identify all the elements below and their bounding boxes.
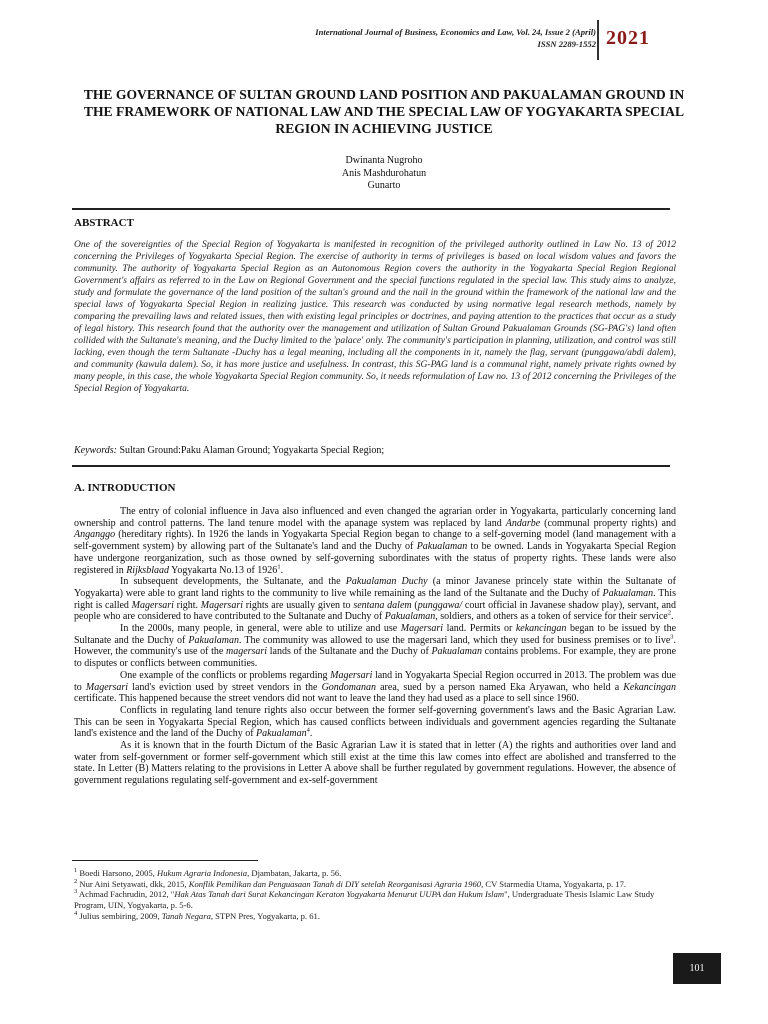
section-divider	[72, 465, 670, 467]
footnotes	[74, 868, 676, 922]
paragraph: The entry of colonial influence in Java also influenced and even changed the agrarian order in Yogyakarta, particularly concerning land ownership and control patterns. The land tenure model with the apanage system was replaced by land Andarbe (communal property rights) and Anganggo (hereditary rights). In 1926 the lands in Yogyakarta Special Region began to change to a self-governing model (land management with a self-government system) by allowing part of the Sultanate's land and the Duchy of Pakualaman to be owned. Lands in Yogyakarta Special Region have undergone reorganization, such as those owned by self-governing subordinates with the status of property rights. These lands were also registered in Rijksblaad Yogyakarta No.13 of 1926$^1$.	[74, 506, 676, 576]
keywords	[74, 445, 676, 457]
abstract-heading: ABSTRACT	[74, 217, 134, 229]
footnote: $^3$ Achmad Fachrudin, 2012, "Hak Atas Tanah dari Surat Kekancingan Keraton Yogyakarta Menurut UUPA dan Hukum Islam", Undergraduate Thesis Islamic Law Study Program, UIN, Yogyakarta, p. 5-6.	[74, 888, 655, 911]
introduction-body	[74, 506, 676, 787]
paragraph: In the 2000s, many people, in general, were able to utilize and use Magersari land. Permits or kekancingan began to be issued by the Sultanate and the Duchy of Pakualaman. The community was allowed to use the magersari land, which they used for business premises or to live$^3$. However, the community's use of the magersari lands of the Sultanate and the Duchy of Pakualaman contains problems. For example, they are prone to disputes or conflicts between communities.	[74, 623, 677, 670]
footnote-ref: 3	[670, 633, 674, 641]
footnote-divider	[72, 860, 258, 861]
header-divider	[597, 20, 599, 60]
author-name: Anis Mashdurohatun	[341, 167, 427, 179]
section-divider	[72, 208, 670, 210]
page-number: 101	[673, 953, 721, 984]
paragraph: As it is known that in the fourth Dictum of the Basic Agrarian Law it is stated that in letter (A) the rights and authorities over land and water from self-government or former self-government which still exist at the time this law comes into effect are abolished and transferred to the state. In Letter (B) Matters relating to the provisions in Letter A above shall be further regulated by government regulations. However, the absence of government regulations regulating self-government and ex-self-government	[74, 740, 676, 787]
footnote: $^2$ Nur Aini Setyawati, dkk, 2015, Konflik Pemilikan dan Penguasaan Tanah di DIY setelah Reorganisasi Agraria 1960, CV Starmedia Utama, Yogyakarta, p. 17.	[74, 877, 627, 889]
footnote: $^1$ Boedi Harsono, 2005, Hukum Agraria Indonesia, Djambatan, Jakarta, p. 56.	[74, 867, 342, 878]
keywords-text: Sultan Ground:Paku Alaman Ground; Yogyakarta Special Region;	[119, 445, 385, 456]
author-name: Gunarto	[367, 180, 401, 191]
journal-citation: International Journal of Business, Economics and Law, Vol. 24, Issue 2 (April)	[315, 27, 596, 37]
journal-year: 2021	[606, 27, 650, 49]
paragraph: Conflicts in regulating land tenure rights also occur between the former self-governing government's laws and the Basic Agrarian Law. This can be seen in Yogyakarta Special Region, which has caused conflicts between individuals and government agencies regarding the Sultanate land's existence and the land of the Duchy of Pakualaman$^4$.	[74, 704, 676, 740]
author-name: Dwinanta Nugroho	[345, 155, 423, 166]
abstract-text: One of the sovereignties of the Special Region of Yogyakarta is manifested in recognition of the privileged authority outlined in Law No. 13 of 2012 concerning the Privileges of Yogyakarta Special Region. The exercise of authority in terms of privileges is based on local wisdom values and favors the community. The authority of Yogyakarta Special Region as an Autonomous Region covers the authority in the Yogyakarta Special Region Regional Government's affairs as referred to in the Law on Regional Government and the special functions regulated in the special law. This study aims to analyze, study and formulate the governance of the land position of the sultan's ground and the nail in the ground within the framework of the national law and the special laws of Yogyakarta Special Region in realizing justice. This research was conducted by using normative legal research methods, namely by comparing the prevailing laws and related issues, then with existing legal principles or doctrines, and paying attention to the practices that occur as a study of legal history. This research found that the authority over the management and utilization of Sultan Ground Pakualaman Grounds (SG-PAG's) land often collided with the Sultanate's meaning, and the Duchy limited to the 'palace' only. The community's participation in planning, utilization, and control was still lacking, even though the term Sultanate -Duchy has a legal meaning, including all the components in it, namely the flag, servant (punggawa/abdi dalem), and community (kawula dalem). So, it has more justice and usefulness. In contrast, this SG-PAG land is a communal right, namely private rights owned by many people, in this case, the whole Yogyakarta Special Region community. So, it needs reformulation of Law no. 13 of 2012 concerning the Privileges of the Special Region of Yogyakarta.	[74, 239, 676, 394]
footnote-ref: 4	[306, 727, 310, 735]
footnote-ref: 2	[667, 610, 671, 617]
author-list	[0, 155, 768, 193]
keywords-label: Keywords:	[74, 445, 117, 456]
journal-header	[96, 26, 596, 50]
paragraph: One example of the conflicts or problems regarding Magersari land in Yogyakarta Special Region occurred in 2013. The problem was due to Magersari land's eviction used by street vendors in the Gondomanan area, sued by a person named Eka Aryawan, who held a Kekancingan certificate. This happened because the street vendors did not want to leave the land they had used as a place to sell since 1960.	[74, 669, 676, 705]
paper-title: THE GOVERNANCE OF SULTAN GROUND LAND POSITION AND PAKUALAMAN GROUND IN THE FRAMEWORK OF NATIONAL LAW AND THE SPECIAL LAW OF YOGYAKARTA SPECIAL REGION IN ACHIEVING JUSTICE	[83, 87, 685, 136]
journal-issn: ISSN 2289-1552	[537, 39, 596, 49]
footnote-ref: 1	[277, 563, 281, 571]
paragraph: In subsequent developments, the Sultanate, and the Pakualaman Duchy (a minor Javanese princely state within the Sultanate of Yogyakarta) were able to grant land rights to the community to live while remaining as the land of the Sultanate and the Duchy of Pakualaman. This right is called Magersari right. Magersari rights are usually given to sentana dalem (punggawa/ court official in Javanese shadow play), servant, and people who are considered to have contributed to the Sultanate and Duchy of Pakualaman, soldiers, and others as a token of service for their service$^2$.	[74, 576, 677, 623]
introduction-heading: A. INTRODUCTION	[74, 482, 176, 494]
footnote: $^4$ Julius sembiring, 2009, Tanah Negara, STPN Pres, Yogyakarta, p. 61.	[74, 909, 320, 921]
